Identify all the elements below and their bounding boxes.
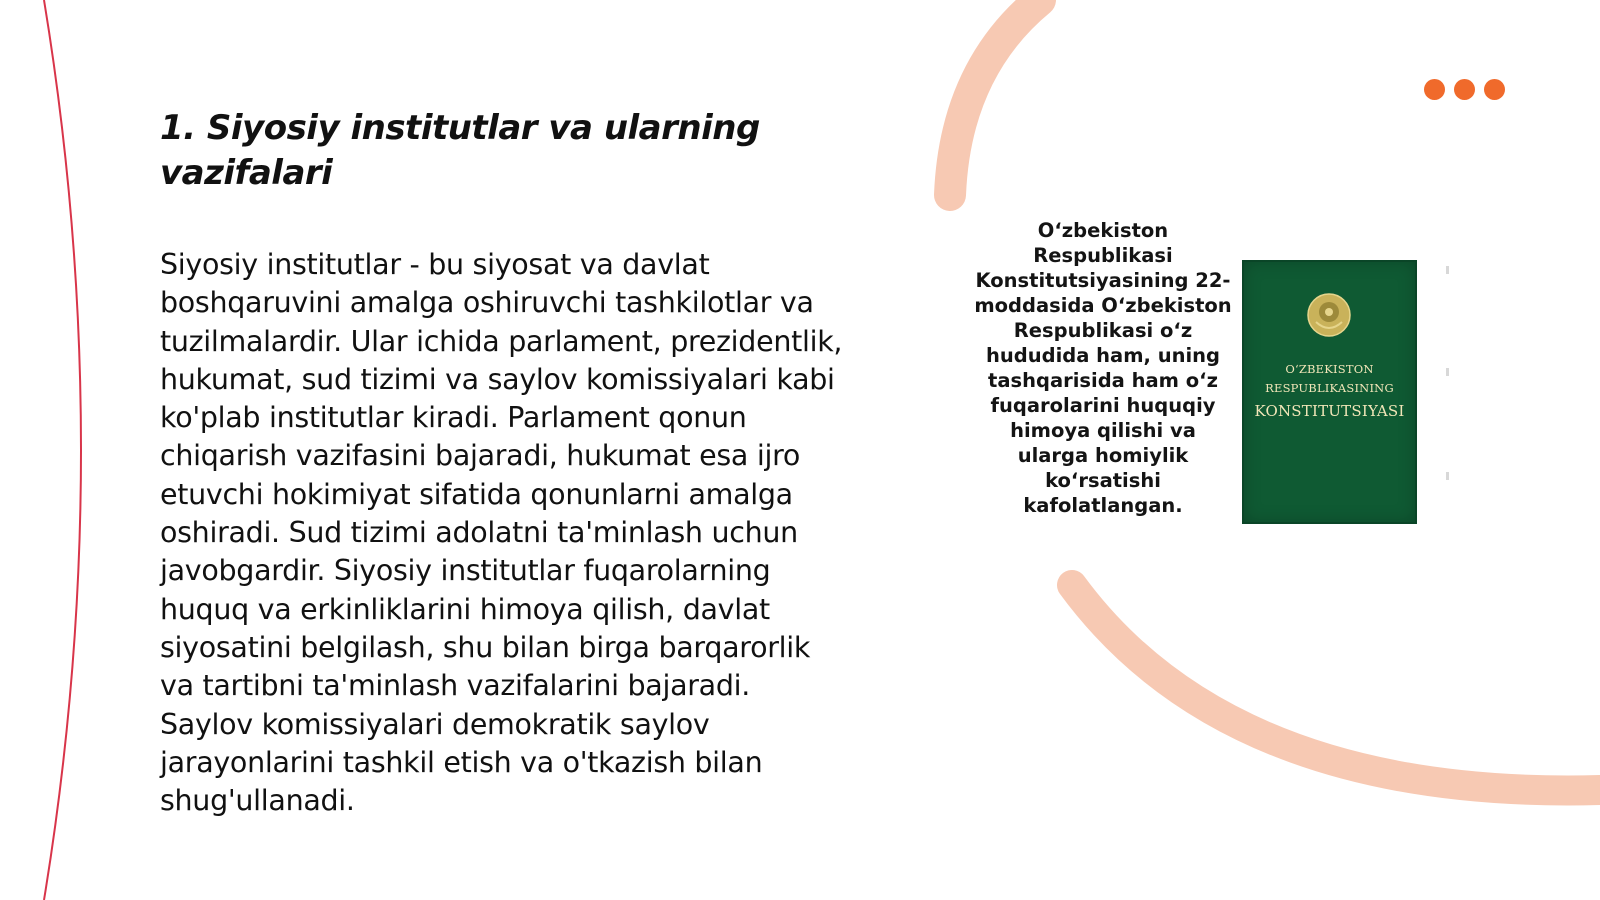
book-title-line-2: RESPUBLIKASINING [1265, 381, 1394, 395]
constitution-book-image [1242, 260, 1417, 524]
image-edge-mark [1446, 472, 1449, 480]
book-title-line-3: KONSTITUTSIYASI [1254, 402, 1405, 420]
left-edge-line [44, 0, 81, 900]
state-emblem-icon [1306, 292, 1352, 338]
body-paragraph: Siyosiy institutlar - bu siyosat va davlat boshqaruvini amalga oshiruvchi tashkilotlar va tuzilmalardir. Ular ichida parlament, prezidentlik, hukumat, sud tizimi va saylov komissiyalari kabi ko'plab institutlar kiradi. Parlament qonun chiqarish vazifasini bajaradi, hukumat esa ijro etuvchi hokimiyat sifatida qonunlarni amalga oshiradi. Sud tizimi adolatni ta'minlash uchun javobgardir. Siyosiy institutlar fuqarolarning huquq va erkinliklarini himoya qilish, davlat siyosatini belgilash, shu bilan birga barqarorlik va tartibni ta'minlash vazifalarini bajaradi. Saylov komissiyalari demokratik saylov jarayonlarini tashkil etish va o'tkazish bilan shug'ullanadi. [160, 248, 843, 818]
constitution-figure [972, 216, 1452, 574]
slide-title: 1. Siyosiy institutlar va ularning vazifalari [160, 108, 760, 193]
image-edge-mark [1446, 266, 1449, 274]
dot-3 [1484, 79, 1505, 100]
book-cover-title [1242, 360, 1417, 424]
arc-upper [950, 0, 1040, 195]
constitution-quote: O‘zbekiston Respublikasi Konstitutsiyasining 22-moddasida O‘zbekiston Respublikasi o‘z hududida ham, uning tashqarisida ham o‘z fuqarolarini huquqiy himoya qilishi va ularga homiylik ko‘rsatishi kafolatlangan. [974, 219, 1232, 517]
book-title-line-1: O‘ZBEKISTON [1285, 362, 1374, 376]
image-edge-mark [1446, 368, 1449, 376]
dot-1 [1424, 79, 1445, 100]
arc-lower [1072, 585, 1600, 790]
more-dots-icon[interactable] [1424, 79, 1505, 100]
dot-2 [1454, 79, 1475, 100]
